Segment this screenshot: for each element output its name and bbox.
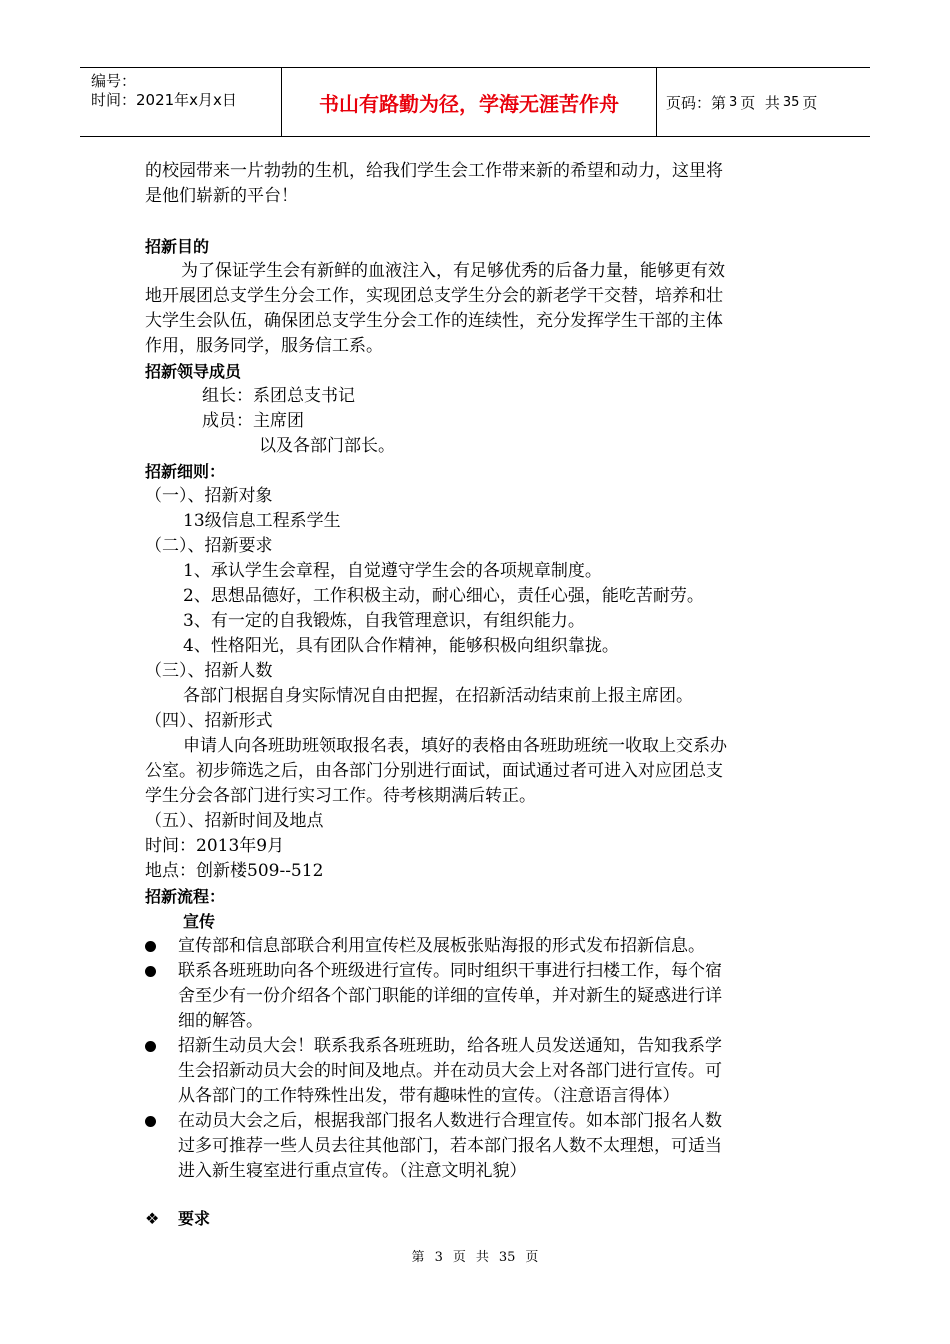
- footer-page-total: 35: [498, 1250, 516, 1265]
- page-footer: [0, 1246, 950, 1265]
- paragraph-line: 地开展团总支学生分会工作，实现团总支学生分会的新老学干交替，培养和壮: [145, 286, 723, 306]
- footer-text: 页: [525, 1250, 539, 1265]
- bullet-text: 过多可推荐一些人员去往其他部门，若本部门报名人数不太理想，可适当: [178, 1136, 722, 1156]
- section-heading-purpose: 招新目的: [145, 237, 210, 256]
- rule-heading: （一）、招新对象: [145, 486, 273, 506]
- bullet-text: 在动员大会之后，根据我部门报名人数进行合理宣传。如本部门报名人数: [178, 1111, 722, 1131]
- bullet-icon: [145, 1041, 156, 1052]
- subheading-publicity: 宣传: [183, 912, 216, 931]
- leader-line: 组长：系团总支书记: [202, 386, 355, 406]
- rule-item: 申请人向各班助班领取报名表，填好的表格由各班助班统一收取上交系办: [183, 736, 727, 756]
- footer-text: 共: [475, 1250, 489, 1265]
- rule-heading: （五）、招新时间及地点: [145, 811, 324, 831]
- rule-heading: （四）、招新形式: [145, 711, 273, 731]
- page-mid: 页 共: [740, 93, 780, 112]
- diamond-icon: ❖: [145, 1209, 160, 1228]
- rule-item: 13级信息工程系学生: [183, 511, 341, 531]
- page-number: 3: [729, 94, 738, 110]
- header-motto: 书山有路勤为径，学海无涯苦作舟: [319, 91, 619, 116]
- rule-item: 2、思想品德好，工作积极主动，耐心细心，责任心强，能吃苦耐劳。: [183, 586, 704, 606]
- bullet-icon: [145, 1116, 156, 1127]
- bullet-text: 招新生动员大会！联系我系各班班助，给各班人员发送通知，告知我系学: [178, 1036, 722, 1056]
- rule-heading: （三）、招新人数: [145, 661, 273, 681]
- rule-item: 1、承认学生会章程，自觉遵守学生会的各项规章制度。: [183, 561, 602, 581]
- rule-item: 3、有一定的自我锻炼，自我管理意识，有组织能力。: [183, 611, 585, 631]
- footer-text: 页: [452, 1250, 466, 1265]
- section-heading-rules: 招新细则：: [145, 462, 226, 481]
- rule-item: 时间：2013年9月: [145, 836, 285, 856]
- page-total: 35: [782, 94, 800, 110]
- header-divider: [656, 68, 657, 136]
- intro-line: 是他们崭新的平台！: [145, 186, 298, 206]
- paragraph-line: 作用，服务同学，服务信工系。: [145, 336, 383, 356]
- page-suffix: 页: [802, 93, 818, 112]
- bullet-text: 进入新生寝室进行重点宣传。（注意文明礼貌）: [178, 1161, 527, 1181]
- bullet-text: 联系各班班助向各个班级进行宣传。同时组织干事进行扫楼工作，每个宿: [178, 961, 722, 981]
- rule-item: 学生分会各部门进行实习工作。待考核期满后转正。: [145, 786, 536, 806]
- rule-item: 各部门根据自身实际情况自由把握，在招新活动结束前上报主席团。: [183, 686, 693, 706]
- paragraph-line: 大学生会队伍，确保团总支学生分会工作的连续性，充分发挥学生干部的主体: [145, 311, 723, 331]
- bullet-text: 细的解答。: [178, 1011, 263, 1031]
- leader-line: 成员：主席团: [202, 411, 304, 431]
- paragraph-line: 为了保证学生会有新鲜的血液注入，有足够优秀的后备力量，能够更有效: [181, 261, 725, 281]
- number-label: 编号：: [91, 72, 137, 90]
- rule-item: 4、性格阳光，具有团队合作精神，能够积极向组织靠拢。: [183, 636, 619, 656]
- header-page-info: [666, 68, 817, 136]
- footer-page-number: 3: [434, 1250, 443, 1265]
- page-header: [80, 67, 870, 137]
- bullet-text: 从各部门的工作特殊性出发，带有趣味性的宣传。（注意语言得体）: [178, 1086, 680, 1106]
- bullet-icon: [145, 941, 156, 952]
- date-label: 时间：2021年x月x日: [91, 91, 237, 109]
- footer-text: 第: [411, 1250, 425, 1265]
- rule-item: 地点：创新楼509--512: [145, 861, 324, 881]
- section-heading-requirements: 要求: [178, 1209, 211, 1228]
- section-heading-leaders: 招新领导成员: [145, 362, 242, 381]
- intro-line: 的校园带来一片勃勃的生机，给我们学生会工作带来新的希望和动力，这里将: [145, 161, 723, 181]
- bullet-icon: [145, 966, 156, 977]
- bullet-text: 舍至少有一份介绍各个部门职能的详细的宣传单，并对新生的疑惑进行详: [178, 986, 722, 1006]
- rule-item: 公室。初步筛选之后，由各部门分别进行面试，面试通过者可进入对应团总支: [145, 761, 723, 781]
- section-heading-process: 招新流程：: [145, 887, 226, 906]
- header-meta: [91, 72, 237, 110]
- leader-line: 以及各部门部长。: [259, 436, 395, 456]
- bullet-text: 生会招新动员大会的时间及地点。并在动员大会上对各部门进行宣传。可: [178, 1061, 722, 1081]
- page-prefix: 页码：第: [666, 93, 727, 112]
- bullet-text: 宣传部和信息部联合利用宣传栏及展板张贴海报的形式发布招新信息。: [178, 936, 705, 956]
- rule-heading: （二）、招新要求: [145, 536, 273, 556]
